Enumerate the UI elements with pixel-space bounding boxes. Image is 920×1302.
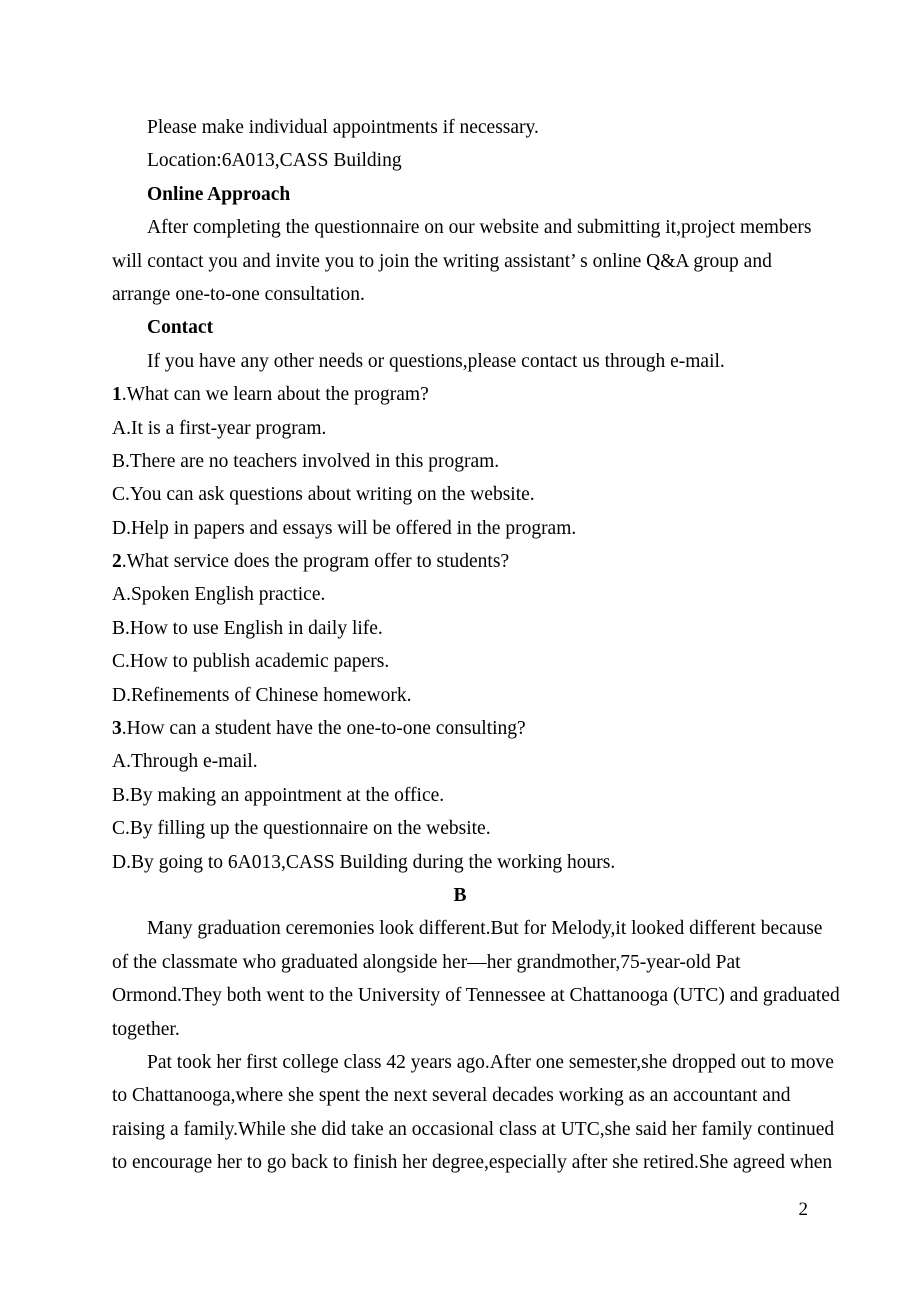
line-text: raising a family.While she did take an occasional class at UTC,she said her family continued: [112, 1118, 835, 1140]
line-text: to Chattanooga,where she spent the next several decades working as an accountant and: [112, 1085, 791, 1107]
passage-b-paragraph-2-line-3: [112, 1113, 835, 1146]
line-text: Ormond.They both went to the University of Tennessee at Chattanooga (UTC) and graduated: [112, 985, 840, 1007]
passage-b-paragraph-2-line-4: [112, 1146, 833, 1179]
option-text: D.By going to 6A013,CASS Building during the working hours.: [112, 851, 616, 873]
option-text: C.How to publish academic papers.: [112, 651, 390, 673]
paragraph-online-approach-line-1: [112, 211, 812, 244]
heading-online-approach: [112, 178, 808, 211]
line-text: Please make individual appointments if necessary.: [147, 117, 539, 138]
question-1-option-a: [112, 412, 808, 445]
paragraph-online-approach-line-3: [112, 278, 808, 311]
paragraph-online-approach-line-2: [112, 245, 808, 278]
line-text: Pat took her first college class 42 years ago.After one semester,she dropped out to move: [147, 1051, 834, 1073]
question-1: [112, 378, 808, 411]
question-3-option-c: [112, 812, 808, 845]
question-2-option-a: [112, 578, 808, 611]
option-text: D.Refinements of Chinese homework.: [112, 684, 412, 706]
line-text: will contact you and invite you to join the writing assistant’ s online Q&A group and: [112, 250, 772, 272]
line-text: After completing the questionnaire on our website and submitting it,project members: [147, 217, 812, 239]
question-2-text: .What service does the program offer to students?: [121, 551, 510, 573]
option-text: C.You can ask questions about writing on the website.: [112, 484, 535, 506]
passage-b-paragraph-1-line-3: [112, 979, 840, 1012]
line-text: to encourage her to go back to finish her degree,especially after she retired.She agreed when: [112, 1152, 833, 1174]
option-text: B.There are no teachers involved in this program.: [112, 450, 500, 472]
passage-b-paragraph-1-line-4: [112, 1013, 808, 1046]
passage-b-paragraph-1-line-2: [112, 946, 808, 979]
question-3-option-d: [112, 846, 808, 879]
option-text: B.How to use English in daily life.: [112, 617, 383, 639]
question-2-option-d: [112, 679, 808, 712]
paragraph-location: [112, 144, 808, 177]
line-text: of the classmate who graduated alongside her—her grandmother,75-year-old Pat: [112, 951, 741, 973]
line-text: arrange one-to-one consultation.: [112, 283, 365, 305]
paragraph-contact: [112, 345, 808, 378]
option-text: C.By filling up the questionnaire on the website.: [112, 818, 491, 840]
option-text: D.Help in papers and essays will be offered in the program.: [112, 517, 577, 539]
paragraph-appointments: [112, 111, 808, 144]
line-text: together.: [112, 1018, 180, 1040]
document-content: [112, 111, 840, 1180]
question-1-option-d: [112, 512, 808, 545]
heading-text: Online Approach: [147, 183, 291, 205]
question-2-option-b: [112, 612, 808, 645]
question-3: [112, 712, 808, 745]
question-2-option-c: [112, 645, 808, 678]
option-text: A.It is a first-year program.: [112, 417, 327, 439]
line-text: Many graduation ceremonies look different.But for Melody,it looked different because: [147, 918, 823, 940]
passage-b-paragraph-1-line-1: [112, 912, 823, 945]
question-2-number: 2: [112, 551, 122, 573]
option-text: A.Through e-mail.: [112, 751, 258, 773]
line-text: Location:6A013,CASS Building: [147, 150, 402, 172]
question-3-text: .How can a student have the one-to-one consulting?: [121, 718, 526, 740]
section-letter: B: [453, 884, 467, 906]
question-3-number: 3: [112, 718, 122, 740]
question-3-option-b: [112, 779, 808, 812]
question-1-option-c: [112, 478, 808, 511]
heading-contact: [112, 311, 808, 344]
passage-b-paragraph-2-line-2: [112, 1079, 808, 1112]
heading-text: Contact: [147, 317, 214, 339]
option-text: B.By making an appointment at the office.: [112, 784, 445, 806]
question-1-number: 1: [112, 384, 122, 406]
option-text: A.Spoken English practice.: [112, 584, 326, 606]
line-text: If you have any other needs or questions,please contact us through e-mail.: [147, 350, 725, 372]
question-1-option-b: [112, 445, 808, 478]
question-3-option-a: [112, 745, 808, 778]
section-b-heading: [112, 879, 808, 912]
question-1-text: .What can we learn about the program?: [121, 384, 429, 406]
passage-b-paragraph-2-line-1: [112, 1046, 834, 1079]
question-2: [112, 545, 808, 578]
page-number: 2: [798, 1199, 808, 1220]
